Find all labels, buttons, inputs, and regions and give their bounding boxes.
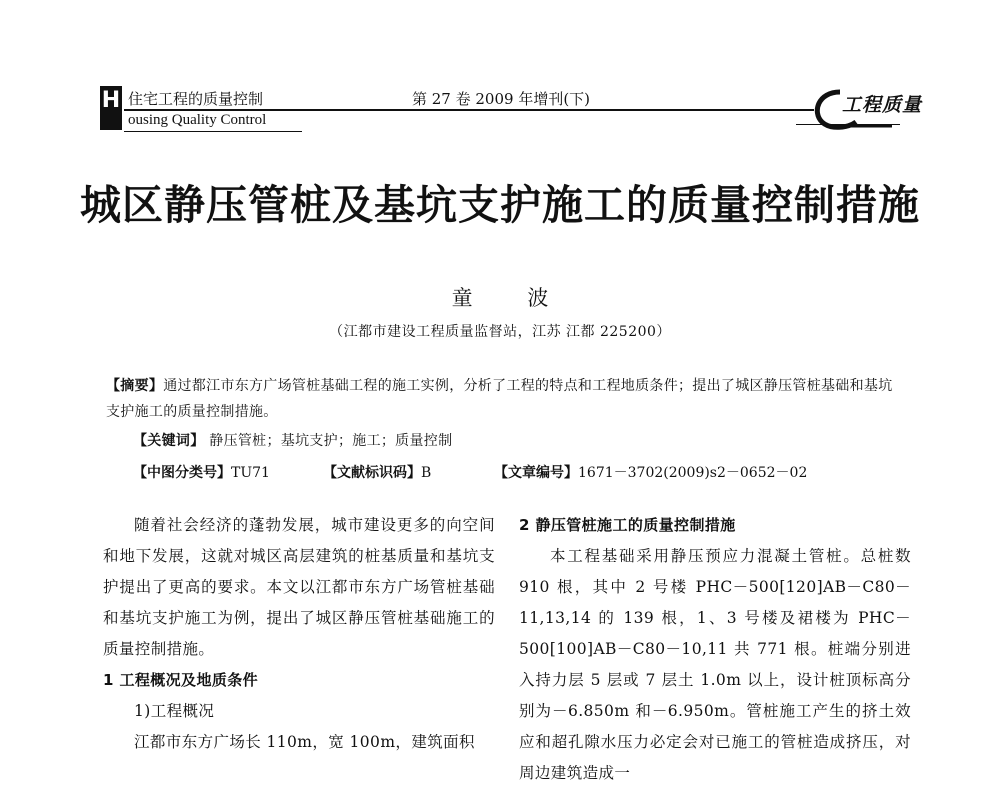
article-number [494,462,807,482]
clc-number [133,462,270,482]
abstract-label: 【摘要】 [106,378,164,394]
subsection-heading-1: 1)工程概况 [134,702,215,720]
keywords [133,430,452,450]
journal-name-en: ousing Quality Control [128,112,267,128]
body-column-left [103,510,495,758]
paragraph-pile-control: 本工程基础采用静压预应力混凝土管桩。总桩数 910 根，其中 2 号楼 PHC－500[120]AB－C80－11,13,14 的 139 根，1、3 号楼及裙楼为 PHC－500[100]AB－C80－10,11 共 771 根。桩端分别进入持力层 5 层或 7 层土 1.0m 以上，设计桩顶标高分别为－6.850m 和－6.950m。管桩施工产生的挤土效应和超孔隙水压力必定会对已施工的管桩造成挤压，对周边建筑造成一 [519,547,911,782]
header-rule [124,109,814,111]
intro-paragraph: 随着社会经济的蓬勃发展，城市建设更多的向空间和地下发展，这就对城区高层建筑的桩基质量和基坑支护提出了更高的要求。本文以江都市东方广场管桩基础和基坑支护施工为例，提出了城区静压管桩基础施工的质量控制措施。 [103,516,495,658]
clc-label: 【中图分类号】 [133,465,231,481]
article-title: 城区静压管桩及基坑支护施工的质量控制措施 [80,181,920,229]
journal-name-cn: 住宅工程的质量控制 [128,90,264,108]
keywords-label: 【关键词】 [133,433,205,449]
paragraph-project-overview: 江都市东方广场长 110m，宽 100m，建筑面积 [134,733,475,751]
abstract [106,373,906,425]
article-number-value: 1671－3702(2009)s2－0652－02 [578,465,808,481]
section-heading-1: 1 工程概况及地质条件 [103,671,259,689]
article-affiliation: （江都市建设工程质量监督站，江苏 江都 225200） [329,324,671,340]
journal-logo-h: H [100,86,122,130]
section-heading-2: 2 静压管桩施工的质量控制措施 [519,516,736,534]
doc-code-value: B [421,465,432,481]
keywords-text: 静压管桩；基坑支护；施工；质量控制 [209,433,453,449]
doc-code-label: 【文献标识码】 [323,465,421,481]
article-author: 童 波 [451,286,573,310]
body-column-right [519,510,911,789]
volume-info: 第 27 卷 2009 年增刊(下) [412,90,591,108]
abstract-text: 通过都江市东方广场管桩基础工程的施工实例，分析了工程的特点和工程地质条件；提出了城区静压管桩基础和基坑支护施工的质量控制措施。 [106,378,893,420]
article-number-label: 【文章编号】 [494,465,578,481]
magazine-mark: 工程质量 [842,94,923,116]
header-rule-en [124,131,302,132]
clc-value: TU71 [231,465,270,481]
doc-code [323,462,431,482]
